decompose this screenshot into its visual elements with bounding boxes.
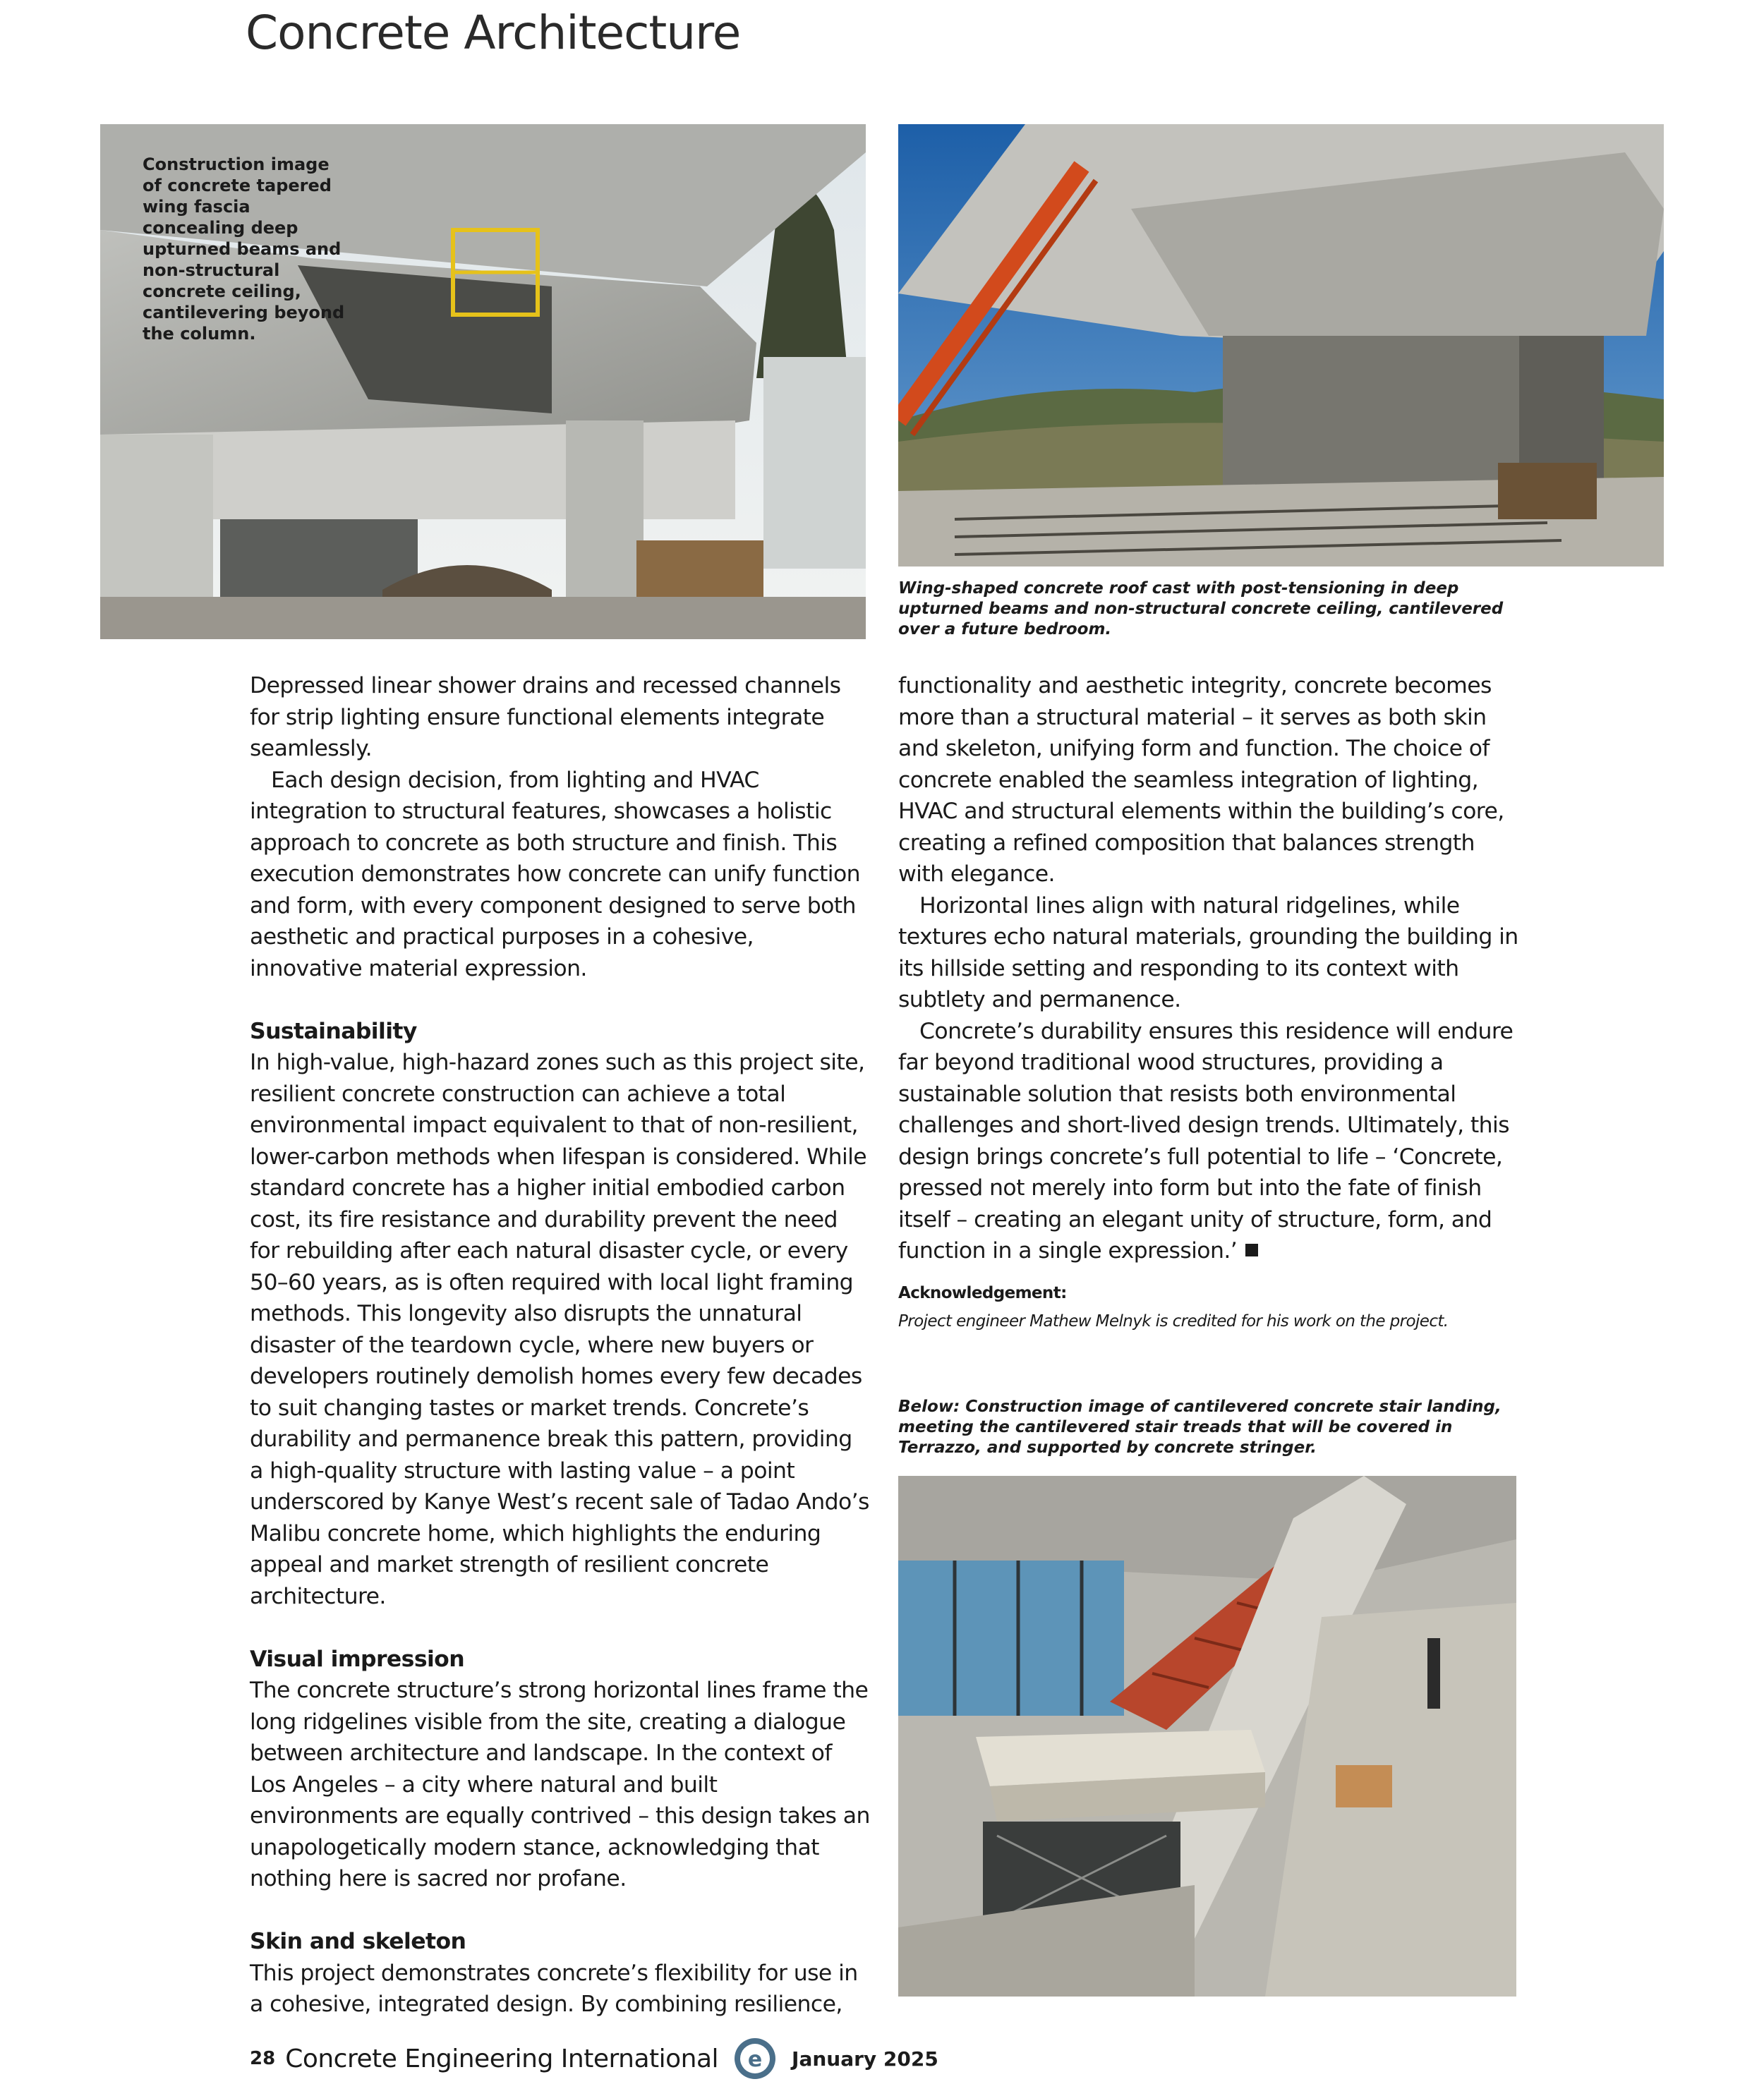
paragraph: The concrete structure’s strong horizontal lines frame the long ridgelines visible from the site, creating a dialogue between architecture and landscape. In the context of Los Angeles – a city where natural and built environments are equally contrived – this design takes an unapologetically modern stance, acknowledging that nothing here is sacred nor profane. <box>250 1678 870 1891</box>
logo-letter: e <box>747 2047 763 2072</box>
magazine-logo-icon <box>732 2036 778 2081</box>
paragraph: functionality and aesthetic integrity, concrete becomes more than a structural material – it serves as both skin and skeleton, unifying form and function. The choice of concrete enabled the seamless integration of lighting, HVAC and structural elements within the building’s core, creating a refined composition that balances strength with elegance. <box>898 673 1504 887</box>
photo2-image <box>898 124 1664 567</box>
paragraph: Each design decision, from lighting and HVAC integration to structural features, showcases a holistic approach to concrete as both structure and finish. This execution demonstrates how concrete can unify function and form, with every component designed to serve both aesthetic and practical purposes in a cohesive, innovative material expression. <box>250 767 860 981</box>
paragraph: Depressed linear shower drains and recessed channels for strip lighting ensure functional elements integrate seamlessly. <box>250 673 841 761</box>
photo3-image <box>898 1476 1516 1997</box>
photo-cantilevered-stair <box>898 1476 1516 1997</box>
acknowledgement-heading: Acknowledgement: <box>898 1283 1067 1302</box>
photo2-caption: Wing-shaped concrete roof cast with post-tensioning in deep upturned beams and non-structural concrete ceiling, cantilevered over a future bedroom. <box>898 579 1504 638</box>
section-title: Concrete Architecture <box>246 6 741 60</box>
page-footer <box>250 2039 955 2078</box>
photo-tapered-wing-fascia <box>100 124 866 639</box>
photo1-caption: Construction image of concrete tapered wing fascia concealing deep upturned beams and non-structural concrete ceiling, cantilevering beyond the column. <box>143 155 345 344</box>
subheading-skin-and-skeleton: Skin and skeleton <box>250 1929 466 1954</box>
paragraph: Horizontal lines align with natural ridgelines, while textures echo natural materials, grounding the building in its hillside setting and responding to its context with subtlety and permanence. <box>898 892 1518 1012</box>
subheading-visual-impression: Visual impression <box>250 1646 465 1672</box>
acknowledgement-text: Project engineer Mathew Melnyk is credited for his work on the project. <box>898 1311 1449 1331</box>
end-of-article-mark <box>1245 1244 1258 1256</box>
photo-wing-shaped-roof <box>898 124 1664 567</box>
paragraph: In high-value, high-hazard zones such as this project site, resilient concrete construction can achieve a total environmental impact equivalent to that of non-resilient, lower-carbon methods when lifespan is considered. While standard concrete has a higher initial embodied carbon cost, its fire resistance and durability prevent the need for rebuilding after each natural disaster cycle, or every 50–60 years, as is often required with local light framing methods. This longevity also disrupts the unnatural disaster of the teardown cycle, where new buyers or developers routinely demolish homes every few decades to suit changing tastes or market trends. Concrete’s durability and permanence break this pattern, providing a high-quality structure with lasting value – a point underscored by Kanye West’s recent sale of Tadao Ando’s Malibu concrete home, which highlights the enduring appeal and market strength of resilient concrete architecture. <box>250 1050 869 1609</box>
photo3-caption: Below: Construction image of cantilevered concrete stair landing, meeting the cantilevered stair treads that will be covered in Terrazzo, and supported by concrete stringer. <box>898 1398 1502 1457</box>
paragraph-text: Concrete’s durability ensures this residence will endure far beyond traditional wood structures, providing a sustainable solution that resists both environmental challenges and short-lived design trends. Ultimately, this design brings concrete’s full potential to life – ‘Concrete, pressed not merely into form but into the fate of finish itself – creating an elegant unity of structure, form, and function in a single expression.’ <box>898 1018 1514 1264</box>
article-right-column <box>898 670 1519 1332</box>
subheading-sustainability: Sustainability <box>250 1018 417 1044</box>
paragraph-final <box>898 1016 1519 1267</box>
article-left-column <box>250 670 871 2021</box>
magazine-title: Concrete Engineering International <box>285 2044 719 2073</box>
issue-date: January 2025 <box>792 2047 938 2071</box>
paragraph: This project demonstrates concrete’s flexibility for use in a cohesive, integrated design. By combining resilience, <box>250 1960 858 2017</box>
page-number: 28 <box>250 2048 276 2069</box>
